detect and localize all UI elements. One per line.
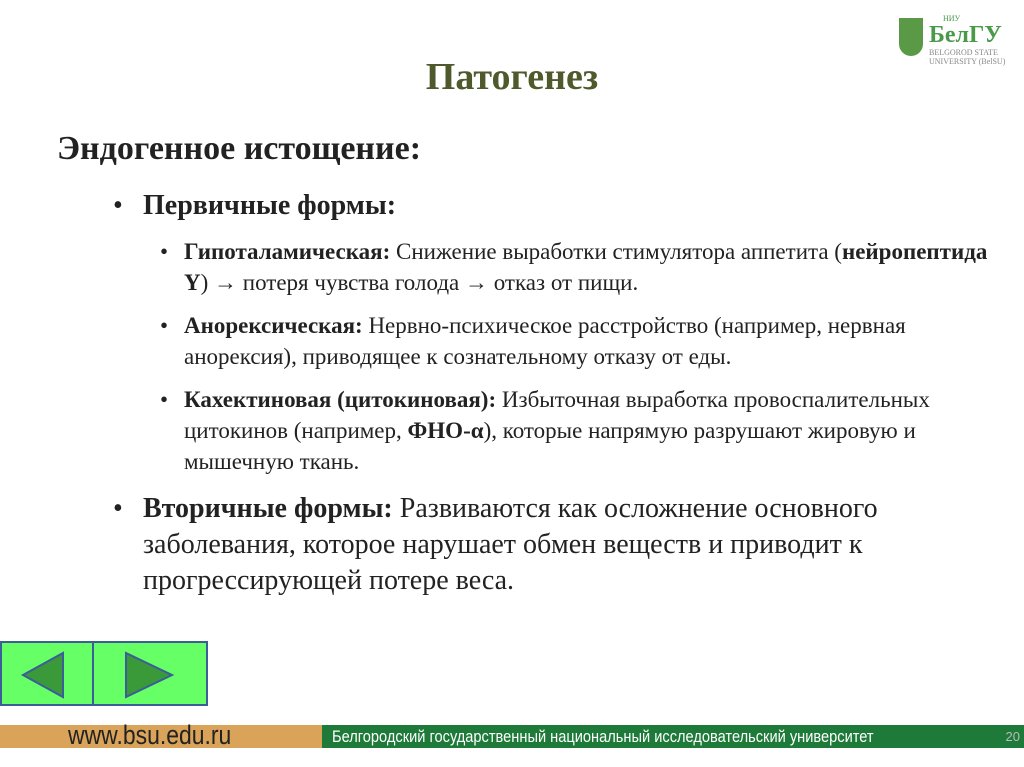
section-heading: Эндогенное истощение: (57, 130, 422, 167)
footer (0, 720, 1024, 750)
logo-sub2: UNIVERSITY (BelSU) (929, 57, 1006, 66)
list-item (160, 236, 993, 298)
secondary-forms-label: Вторичные формы: (143, 493, 393, 524)
item-title: Гипоталамическая: (184, 239, 391, 264)
item-text: Снижение выработки стимулятора аппетита ( (390, 239, 842, 264)
previous-slide-button[interactable] (17, 651, 77, 699)
slide-content (113, 188, 993, 599)
item-text: Нервно-психическое расстройство (например, нервная анорексия), приводящее к сознательному отказу от еды. (184, 313, 906, 369)
primary-forms-label: Первичные формы: (143, 190, 397, 221)
bullet: • (113, 190, 123, 221)
logo-niu: НИУ (943, 14, 961, 23)
divider (92, 643, 94, 704)
logo-main: БелГУ (929, 22, 1002, 48)
triangle-left-icon (23, 653, 63, 697)
primary-forms-item (113, 188, 993, 224)
logo-sub1: BELGOROD STATE (929, 48, 998, 57)
footer-url[interactable]: www.bsu.edu.ru (68, 720, 232, 750)
footer-university: Белгородский государственный национальный исследовательский университет (332, 727, 874, 746)
list-item (160, 310, 993, 372)
secondary-forms-item (113, 491, 973, 599)
shield-icon (899, 18, 923, 56)
bullet: • (160, 313, 169, 338)
secondary-forms-text: Развиваются как осложнение основного заболевания, которое нарушает обмен веществ и приводит к прогрессирующей потере веса. (143, 493, 878, 596)
page-number: 20 (1005, 729, 1020, 744)
item-text: Избыточная выработка провоспалительных цитокинов (например, (184, 387, 930, 443)
item-bold: нейропептида Y (184, 239, 988, 295)
item-text: ), которые напрямую разрушают жировую и мышечную ткань. (184, 418, 916, 474)
bullet: • (160, 239, 169, 264)
bullet: • (160, 387, 169, 412)
next-slide-button[interactable] (120, 651, 180, 699)
list-item (160, 384, 993, 477)
item-title: Анорексическая: (184, 313, 363, 338)
item-bold: ФНО-α (407, 418, 484, 443)
item-title: Кахектиновая (цитокиновая): (184, 387, 497, 412)
slide-title: Патогенез (425, 56, 599, 98)
bullet: • (113, 493, 123, 524)
triangle-right-icon (126, 653, 172, 697)
slide-navigation (0, 641, 208, 706)
item-text: ) → потеря чувства голода → отказ от пищи. (200, 270, 639, 295)
